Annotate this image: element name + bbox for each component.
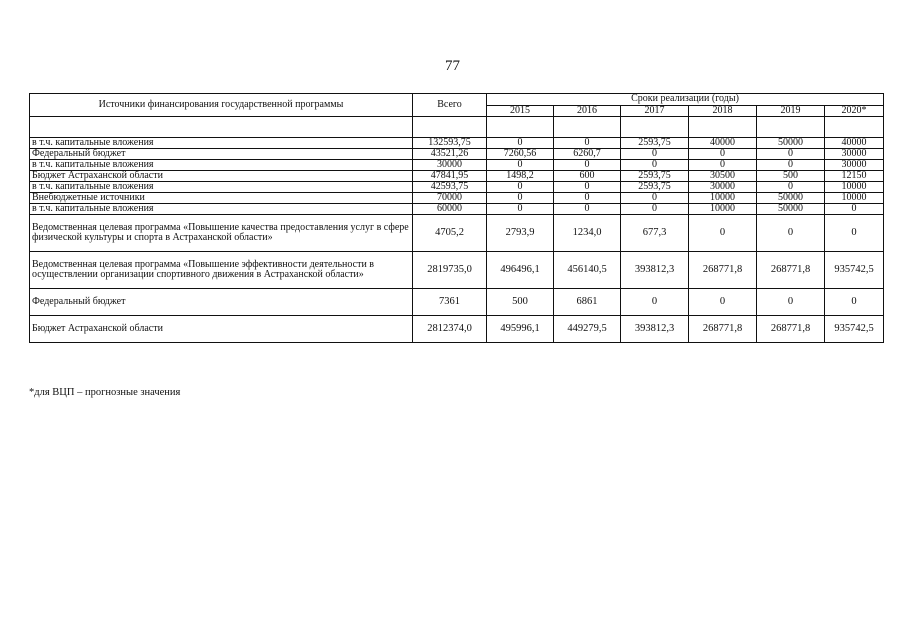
row-label: в т.ч. капитальные вложения [30, 138, 413, 149]
table-row [30, 215, 884, 252]
year-value-cell: 10000 [825, 182, 884, 193]
year-value-cell: 0 [487, 204, 554, 215]
year-value-cell: 677,3 [621, 215, 689, 252]
year-value-cell: 2593,75 [621, 182, 689, 193]
table-body [30, 117, 884, 343]
table-row [30, 160, 884, 171]
year-value-cell: 0 [621, 289, 689, 316]
row-total: 7361 [413, 289, 487, 316]
year-value-cell: 0 [757, 289, 825, 316]
year-header: 2015 [487, 105, 554, 117]
year-value-cell: 935742,5 [825, 316, 884, 343]
year-value-cell: 40000 [689, 138, 757, 149]
year-value-cell: 10000 [825, 193, 884, 204]
year-value-cell: 30000 [825, 160, 884, 171]
year-value-cell: 0 [554, 182, 621, 193]
year-value-cell: 0 [757, 182, 825, 193]
year-value-cell: 0 [554, 138, 621, 149]
year-header: 2016 [554, 105, 621, 117]
row-label [30, 117, 413, 138]
table-row [30, 149, 884, 160]
year-value-cell: 0 [621, 204, 689, 215]
year-value-cell: 1498,2 [487, 171, 554, 182]
year-value-cell: 449279,5 [554, 316, 621, 343]
row-total: 30000 [413, 160, 487, 171]
year-value-cell: 0 [621, 193, 689, 204]
year-value-cell: 496496,1 [487, 252, 554, 289]
year-value-cell: 0 [825, 289, 884, 316]
row-label: Внебюджетные источники [30, 193, 413, 204]
year-header: 2017 [621, 105, 689, 117]
year-value-cell: 0 [689, 160, 757, 171]
year-header: 2018 [689, 105, 757, 117]
year-value-cell: 50000 [757, 138, 825, 149]
row-total: 2819735,0 [413, 252, 487, 289]
year-value-cell: 0 [825, 204, 884, 215]
year-value-cell: 0 [554, 160, 621, 171]
year-value-cell: 0 [757, 160, 825, 171]
year-value-cell: 40000 [825, 138, 884, 149]
row-total: 70000 [413, 193, 487, 204]
year-value-cell: 2593,75 [621, 171, 689, 182]
year-value-cell: 30000 [825, 149, 884, 160]
header-total: Всего [413, 94, 487, 117]
row-total: 47841,95 [413, 171, 487, 182]
row-total: 4705,2 [413, 215, 487, 252]
year-value-cell: 600 [554, 171, 621, 182]
table-row [30, 193, 884, 204]
year-value-cell: 50000 [757, 204, 825, 215]
row-total: 43521,26 [413, 149, 487, 160]
row-label: Бюджет Астраханской области [30, 171, 413, 182]
year-value-cell: 500 [757, 171, 825, 182]
year-value-cell: 10000 [689, 193, 757, 204]
row-label: Федеральный бюджет [30, 289, 413, 316]
year-value-cell: 0 [554, 204, 621, 215]
year-value-cell: 0 [487, 160, 554, 171]
year-value-cell: 495996,1 [487, 316, 554, 343]
table-row [30, 171, 884, 182]
row-label: Ведомственная целевая программа «Повышение качества предоставления услуг в сфере физической культуры и спорта в Астраханской области» [30, 215, 413, 252]
row-label: в т.ч. капитальные вложения [30, 182, 413, 193]
year-value-cell: 6260,7 [554, 149, 621, 160]
header-source: Источники финансирования государственной программы [30, 94, 413, 117]
year-header: 2019 [757, 105, 825, 117]
year-value-cell: 6861 [554, 289, 621, 316]
year-value-cell: 7260,56 [487, 149, 554, 160]
year-value-cell [487, 117, 554, 138]
year-value-cell: 935742,5 [825, 252, 884, 289]
year-value-cell: 2793,9 [487, 215, 554, 252]
year-value-cell: 0 [757, 149, 825, 160]
year-value-cell: 0 [689, 215, 757, 252]
table-row [30, 289, 884, 316]
year-value-cell: 0 [487, 193, 554, 204]
row-label: Федеральный бюджет [30, 149, 413, 160]
year-value-cell [825, 117, 884, 138]
year-value-cell: 50000 [757, 193, 825, 204]
row-total: 42593,75 [413, 182, 487, 193]
year-value-cell: 10000 [689, 204, 757, 215]
header-period: Сроки реализации (годы) [487, 94, 884, 106]
year-value-cell: 0 [689, 289, 757, 316]
year-value-cell: 500 [487, 289, 554, 316]
year-value-cell: 0 [689, 149, 757, 160]
table-row [30, 138, 884, 149]
year-value-cell: 456140,5 [554, 252, 621, 289]
year-value-cell: 0 [621, 149, 689, 160]
year-value-cell: 30000 [689, 182, 757, 193]
year-value-cell: 393812,3 [621, 252, 689, 289]
year-value-cell: 2593,75 [621, 138, 689, 149]
year-value-cell: 0 [554, 193, 621, 204]
year-value-cell: 0 [825, 215, 884, 252]
year-value-cell: 0 [487, 182, 554, 193]
row-label: Ведомственная целевая программа «Повышение эффективности деятельности в осуществлении организации спортивного движения в Астраханской области» [30, 252, 413, 289]
financing-table [29, 93, 884, 343]
row-total: 60000 [413, 204, 487, 215]
table-row [30, 182, 884, 193]
year-value-cell: 0 [487, 138, 554, 149]
year-value-cell: 268771,8 [757, 316, 825, 343]
row-total: 132593,75 [413, 138, 487, 149]
table-row [30, 204, 884, 215]
year-value-cell: 268771,8 [757, 252, 825, 289]
row-total [413, 117, 487, 138]
row-label: в т.ч. капитальные вложения [30, 160, 413, 171]
year-value-cell [757, 117, 825, 138]
row-label: в т.ч. капитальные вложения [30, 204, 413, 215]
year-value-cell: 268771,8 [689, 252, 757, 289]
table-row [30, 252, 884, 289]
year-value-cell: 30500 [689, 171, 757, 182]
year-value-cell [621, 117, 689, 138]
table-row [30, 316, 884, 343]
row-total: 2812374,0 [413, 316, 487, 343]
table-header [30, 94, 884, 117]
year-value-cell [689, 117, 757, 138]
year-value-cell [554, 117, 621, 138]
year-value-cell: 268771,8 [689, 316, 757, 343]
year-value-cell: 12150 [825, 171, 884, 182]
year-value-cell: 393812,3 [621, 316, 689, 343]
year-value-cell: 0 [757, 215, 825, 252]
page-number: 77 [445, 58, 460, 74]
year-header: 2020* [825, 105, 884, 117]
year-value-cell: 1234,0 [554, 215, 621, 252]
year-value-cell: 0 [621, 160, 689, 171]
footnote: *для ВЦП – прогнозные значения [29, 387, 181, 398]
row-label: Бюджет Астраханской области [30, 316, 413, 343]
table-row [30, 117, 884, 138]
